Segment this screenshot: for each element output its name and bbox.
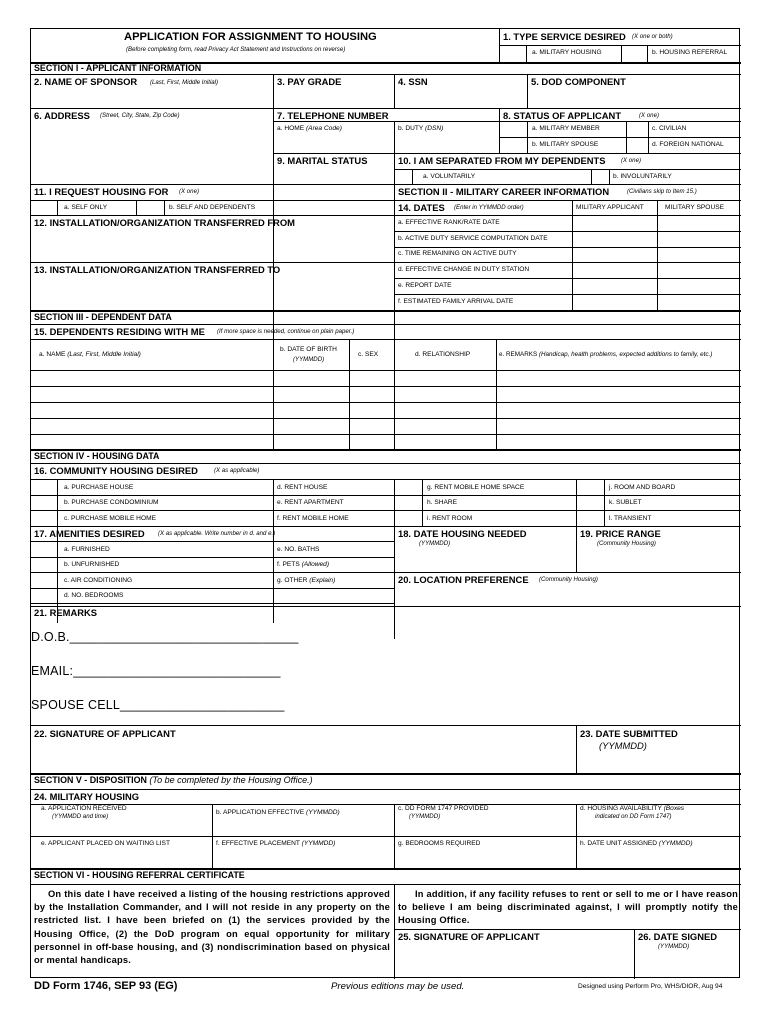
checkbox-self-and-dependents[interactable] [164, 200, 165, 215]
type-service-label: 1. TYPE SERVICE DESIRED [503, 31, 626, 42]
option-pets: f. PETS (Allowed) [277, 561, 330, 568]
instructions-note: (Before completing form, read Privacy Act Statement and Instructions on reverse) [126, 46, 346, 53]
col-dob: b. DATE OF BIRTH [280, 346, 337, 353]
field-18-label: 18. DATE HOUSING NEEDED [398, 528, 527, 539]
field-25-label: 25. SIGNATURE OF APPLICANT [398, 931, 540, 942]
field-20-note: (Community Housing) [539, 576, 598, 583]
date-row-b: b. ACTIVE DUTY SERVICE COMPUTATION DATE [398, 235, 548, 242]
field-14-label: 14. DATES [398, 202, 445, 213]
col-military-applicant: MILITARY APPLICANT [576, 204, 644, 211]
field-4-label: 4. SSN [398, 76, 428, 87]
option-rent-apartment: e. RENT APARTMENT [277, 499, 344, 506]
field-22-label: 22. SIGNATURE OF APPLICANT [34, 728, 176, 739]
checkbox-voluntarily[interactable] [412, 169, 413, 184]
field-10-note: (X one) [621, 157, 641, 164]
field-26-label: 26. DATE SIGNED [638, 931, 718, 942]
field-8-label: 8. STATUS OF APPLICANT [503, 110, 622, 121]
type-service-note: (X one or both) [632, 33, 673, 40]
app-received-note: (YYMMDD and time) [52, 813, 109, 820]
option-other: g. OTHER (Explain) [277, 577, 336, 584]
date-row-e: e. REPORT DATE [398, 282, 452, 289]
section-5-heading: SECTION V - DISPOSITION (To be completed by the Housing Office.) [34, 775, 313, 785]
date-unit-assigned-label: h. DATE UNIT ASSIGNED (YYMMDD) [580, 840, 693, 847]
option-voluntarily: a. VOLUNTARILY [423, 173, 476, 180]
field-23-note: (YYMMDD) [599, 740, 647, 751]
dd1747-provided-label: c. DD FORM 1747 PROVIDED [398, 805, 489, 812]
section-2-heading: SECTION II - MILITARY CAREER INFORMATION [398, 186, 610, 197]
option-self-only: a. SELF ONLY [64, 204, 108, 211]
previous-editions-note: Previous editions may be used. [331, 981, 465, 992]
date-row-a: a. EFFECTIVE RANK/RATE DATE [398, 219, 500, 226]
phone-duty-label: b. DUTY (DSN) [398, 125, 444, 132]
remarks-email-line[interactable]: EMAIL:_____________________________ [31, 664, 281, 678]
field-16-note: (X as applicable) [214, 467, 260, 474]
col-name: a. NAME (Last, First, Middle Initial) [39, 351, 141, 358]
checkbox-involuntarily[interactable] [609, 169, 610, 184]
option-transient: l. TRANSIENT [609, 515, 652, 522]
option-civilian: c. CIVILIAN [652, 125, 687, 132]
section-4-heading: SECTION IV - HOUSING DATA [34, 451, 160, 461]
remarks-dob-line[interactable]: D.O.B.________________________________ [31, 630, 299, 644]
col-military-spouse: MILITARY SPOUSE [665, 204, 724, 211]
field-3-label: 3. PAY GRADE [277, 76, 342, 87]
app-received-label: a. APPLICATION RECEIVED [41, 805, 127, 812]
section-3-heading: SECTION III - DEPENDENT DATA [34, 312, 172, 322]
field-15-note: (If more space is needed, continue on plain paper.) [217, 328, 355, 335]
app-effective-label: b. APPLICATION EFFECTIVE (YYMMDD) [216, 809, 340, 816]
bedrooms-required-label: g. BEDROOMS REQUIRED [398, 840, 481, 847]
option-room-and-board: j. ROOM AND BOARD [609, 484, 676, 491]
field-6-label: 6. ADDRESS [34, 110, 90, 121]
phone-home-label: a. HOME (Area Code) [277, 125, 342, 132]
option-no-bedrooms: d. NO. BEDROOMS [64, 592, 124, 599]
field-7-label: 7. TELEPHONE NUMBER [277, 110, 389, 121]
option-involuntarily: b. INVOLUNTARILY [613, 173, 672, 180]
option-self-and-dependents: b. SELF AND DEPENDENTS [169, 204, 256, 211]
section-2-note: (Civilians skip to Item 15.) [627, 188, 697, 195]
option-purchase-condominium: b. PURCHASE CONDOMINIUM [64, 499, 159, 506]
section-1-heading: SECTION I - APPLICANT INFORMATION [34, 63, 202, 73]
option-purchase-mobile-home: c. PURCHASE MOBILE HOME [64, 515, 156, 522]
field-17-note: (X as applicable. Write number in d. and e.) [158, 530, 276, 537]
section-6-heading: SECTION VI - HOUSING REFERRAL CERTIFICATE [34, 870, 245, 880]
field-21-label: 21. REMARKS [34, 607, 98, 618]
field-12-label: 12. INSTALLATION/ORGANIZATION TRANSFERRED FROM [34, 217, 295, 228]
field-8-note: (X one) [639, 112, 659, 119]
option-foreign-national: d. FOREIGN NATIONAL [652, 141, 724, 148]
certificate-text-left: On this date I have received a listing of the housing restrictions approved by the Installation Commander, and I will not reside in any property on the restricted list. I have been briefed on (1) the services provided by the Housing Office, (2) the DoD program on equal opportunity for military personnel in off-base housing, and (3) nondiscrimination based on physical or mental handicaps. [34, 889, 390, 966]
field-2-note: (Last, First, Middle Initial) [150, 79, 219, 86]
option-furnished: a. FURNISHED [64, 546, 110, 553]
field-24-label: 24. MILITARY HOUSING [34, 791, 140, 802]
option-rent-mobile-home-space: g. RENT MOBILE HOME SPACE [427, 484, 525, 491]
option-purchase-house: a. PURCHASE HOUSE [64, 484, 134, 491]
field-2-label: 2. NAME OF SPONSOR [34, 76, 138, 87]
field-17-label: 17. AMENITIES DESIRED [34, 528, 145, 539]
option-military-spouse: b. MILITARY SPOUSE [532, 141, 599, 148]
housing-availability-note: indicated on DD Form 1747) [595, 813, 672, 820]
option-no-baths: e. NO. BATHS [277, 546, 320, 553]
option-military-member: a. MILITARY MEMBER [532, 125, 600, 132]
field-16-label: 16. COMMUNITY HOUSING DESIRED [34, 465, 198, 476]
date-row-c: c. TIME REMAINING ON ACTIVE DUTY [398, 250, 517, 257]
field-26-note: (YYMMDD) [658, 943, 690, 950]
dd1747-provided-note: (YYMMDD) [409, 813, 441, 820]
field-6-note: (Street, City, State, Zip Code) [100, 112, 180, 119]
housing-application-form [30, 28, 740, 978]
housing-availability-label: d. HOUSING AVAILABILITY (Boxes [580, 805, 685, 812]
option-sublet: k. SUBLET [609, 499, 642, 506]
field-15-label: 15. DEPENDENTS RESIDING WITH ME [34, 326, 205, 337]
option-share: h. SHARE [427, 499, 458, 506]
dependent-row[interactable] [31, 418, 741, 419]
option-unfurnished: b. UNFURNISHED [64, 561, 120, 568]
col-sex: c. SEX [358, 351, 379, 358]
waiting-list-label: e. APPLICANT PLACED ON WAITING LIST [41, 840, 170, 847]
field-13-label: 13. INSTALLATION/ORGANIZATION TRANSFERRED TO [34, 264, 281, 275]
designed-using-note: Designed using Perform Pro, WHS/DIOR, Aug 94 [578, 983, 723, 990]
date-row-f: f. ESTIMATED FAMILY ARRIVAL DATE [398, 298, 514, 305]
dependent-row[interactable] [31, 402, 741, 403]
option-housing-referral: b. HOUSING REFERRAL [652, 49, 728, 56]
field-14-note: (Enter in YYMMDD order) [454, 204, 524, 211]
field-20-label: 20. LOCATION PREFERENCE [398, 574, 529, 585]
field-11-note: (X one) [179, 188, 199, 195]
field-11-label: 11. I REQUEST HOUSING FOR [34, 186, 169, 197]
option-air-conditioning: c. AIR CONDITIONING [64, 577, 133, 584]
option-military-housing: a. MILITARY HOUSING [532, 49, 602, 56]
field-19-label: 19. PRICE RANGE [580, 528, 661, 539]
form-number: DD Form 1746, SEP 93 (EG) [34, 980, 178, 992]
checkbox-self-only[interactable] [57, 200, 58, 215]
field-19-note: (Community Housing) [597, 540, 656, 547]
date-row-d: d. EFFECTIVE CHANGE IN DUTY STATION [398, 266, 530, 273]
option-rent-room: i. RENT ROOM [427, 515, 473, 522]
checkbox-military-housing[interactable] [526, 45, 527, 62]
field-9-label: 9. MARITAL STATUS [277, 155, 368, 166]
remarks-spouse-cell-line[interactable]: SPOUSE CELL_______________________ [31, 698, 285, 712]
field-5-label: 5. DOD COMPONENT [531, 76, 626, 87]
effective-placement-label: f. EFFECTIVE PLACEMENT (YYMMDD) [216, 840, 336, 847]
option-rent-mobile-home: f. RENT MOBILE HOME [277, 515, 349, 522]
certificate-text-right: In addition, if any facility refuses to rent or sell to me or I have reason to believe I am being discriminated against, I will promptly notify the Housing Office. [398, 889, 738, 926]
option-rent-house: d. RENT HOUSE [277, 484, 328, 491]
field-18-note: (YYMMDD) [419, 540, 451, 547]
field-10-label: 10. I AM SEPARATED FROM MY DEPENDENTS [398, 155, 606, 166]
col-dob-format: (YYMMDD) [293, 356, 325, 363]
field-23-label: 23. DATE SUBMITTED [580, 728, 678, 739]
form-title: APPLICATION FOR ASSIGNMENT TO HOUSING [124, 31, 377, 43]
dependent-row[interactable] [31, 386, 741, 387]
col-remarks: e. REMARKS (Handicap, health problems, expected additions to family, etc.) [499, 351, 713, 358]
dependent-row[interactable] [31, 434, 741, 435]
col-relationship: d. RELATIONSHIP [415, 351, 471, 358]
checkbox-housing-referral[interactable] [647, 45, 648, 62]
